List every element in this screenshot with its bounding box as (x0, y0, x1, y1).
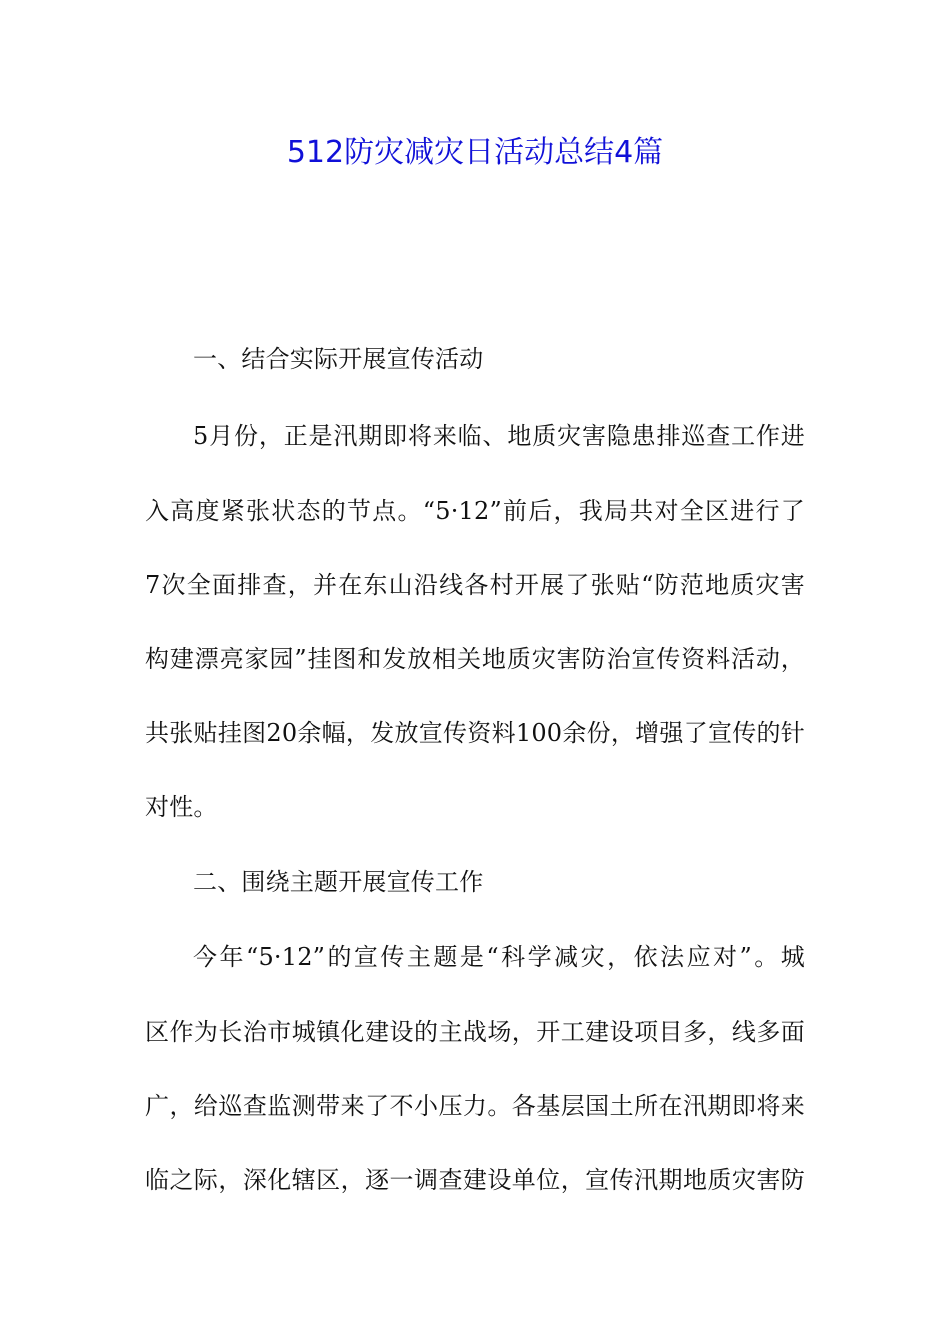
paragraph-line: 今年“5·12”的宣传主题是“科学减灾，依法应对”。城 (193, 943, 805, 971)
paragraph-line: 对性。 (145, 793, 218, 821)
paragraph-line: 5月份，正是汛期即将来临、地质灾害隐患排巡查工作进 (193, 422, 805, 450)
section-heading-1: 一、结合实际开展宣传活动 (193, 345, 484, 373)
document-title: 512防灾减灾日活动总结4篇 (286, 135, 664, 170)
section-heading-2: 二、围绕主题开展宣传工作 (193, 868, 484, 896)
paragraph-line: 7次全面排查，并在东山沿线各村开展了张贴“防范地质灾害 (145, 571, 805, 599)
paragraph-line: 构建漂亮家园”挂图和发放相关地质灾害防治宣传资料活动， (145, 645, 805, 673)
paragraph-line: 入高度紧张状态的节点。“5·12”前后，我局共对全区进行了 (145, 497, 805, 525)
paragraph-line: 共张贴挂图20余幅，发放宣传资料100余份，增强了宣传的针 (145, 719, 805, 747)
paragraph-line: 区作为长治市城镇化建设的主战场，开工建设项目多，线多面 (145, 1018, 805, 1046)
paragraph-line: 广，给巡查监测带来了不小压力。各基层国土所在汛期即将来 (145, 1092, 805, 1120)
paragraph-line: 临之际，深化辖区，逐一调查建设单位，宣传汛期地质灾害防 (145, 1166, 805, 1194)
